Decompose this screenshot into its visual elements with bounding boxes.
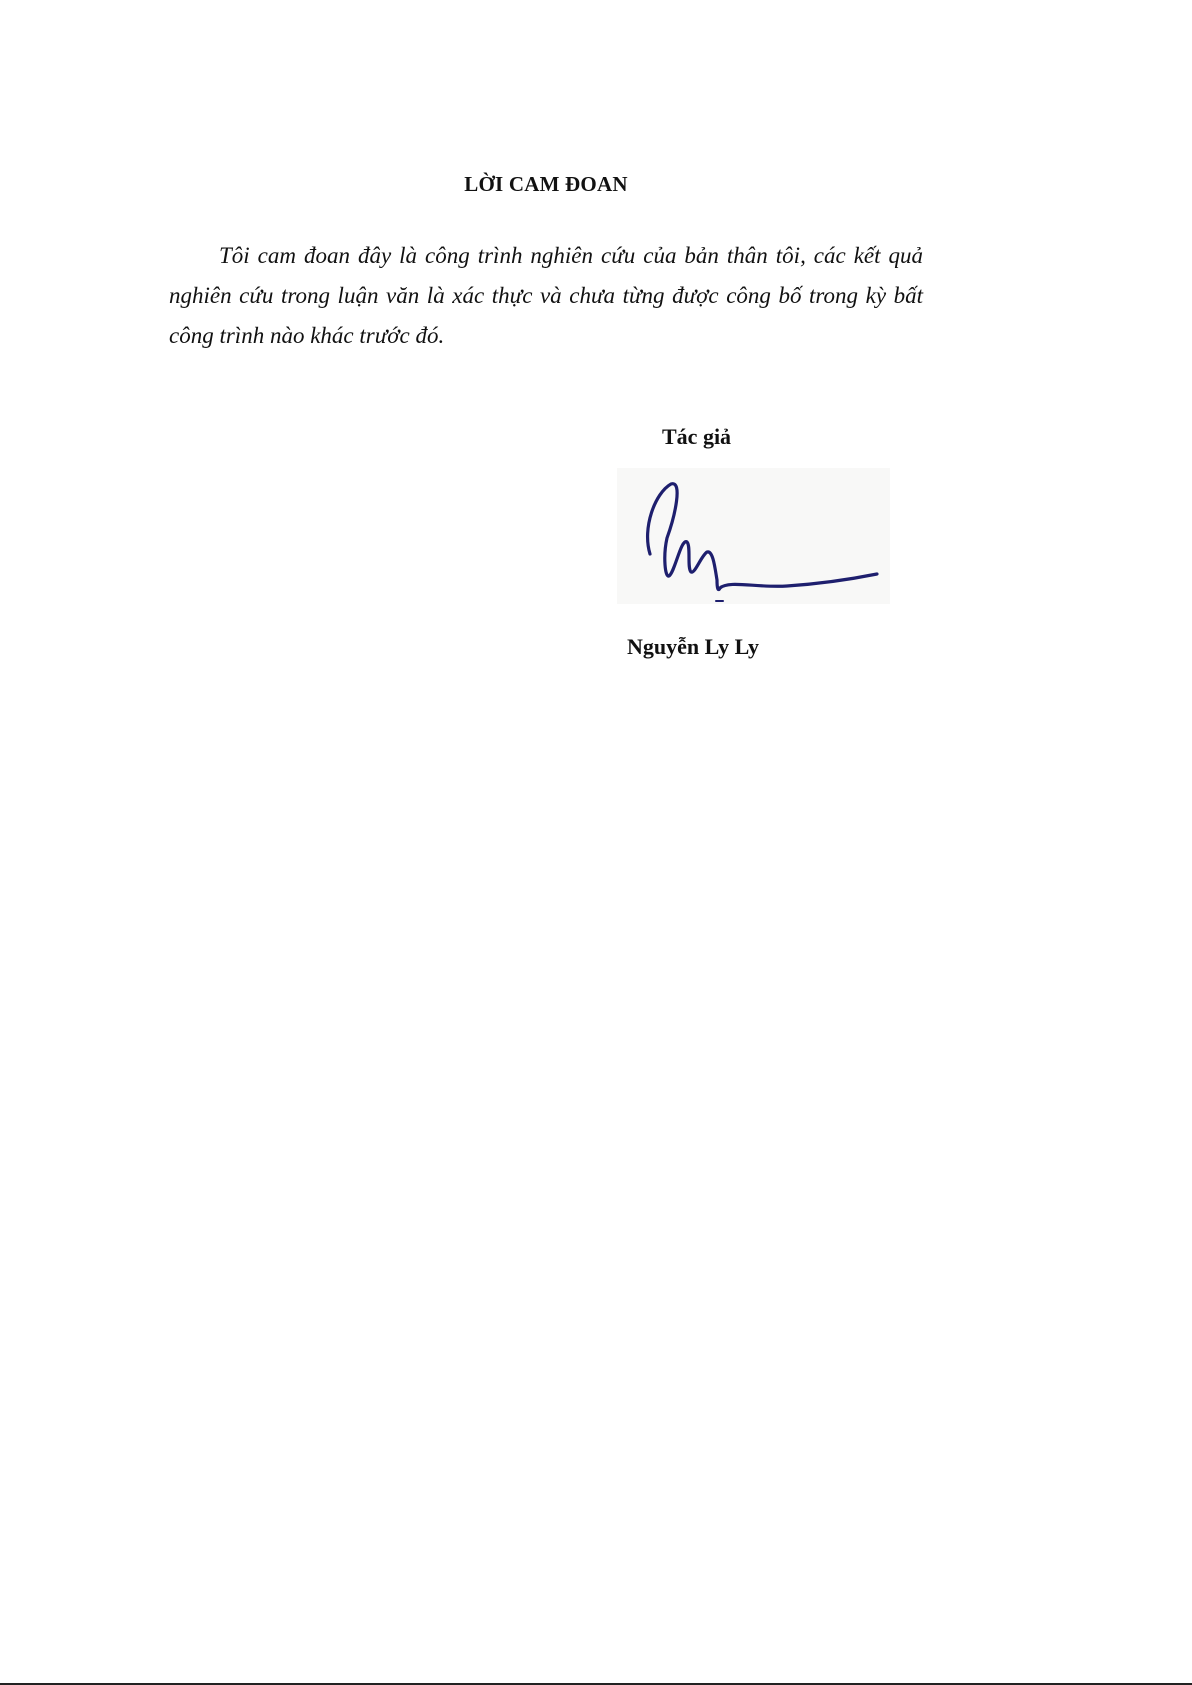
- author-label: Tác giả: [662, 424, 732, 449]
- signature-image: [617, 468, 890, 604]
- page-title: LỜI CAM ĐOAN: [464, 172, 628, 196]
- signature-stroke: [648, 484, 877, 590]
- author-name: Nguyễn Ly Ly: [627, 634, 760, 659]
- declaration-paragraph: Tôi cam đoan đây là công trình nghiên cứu của bản thân tôi, các kết quả nghiên cứu trong luận văn là xác thực và chưa từng được công bố trong kỳ bất công trình nào khác trước đó.: [169, 243, 923, 348]
- handwritten-signature: [617, 468, 890, 604]
